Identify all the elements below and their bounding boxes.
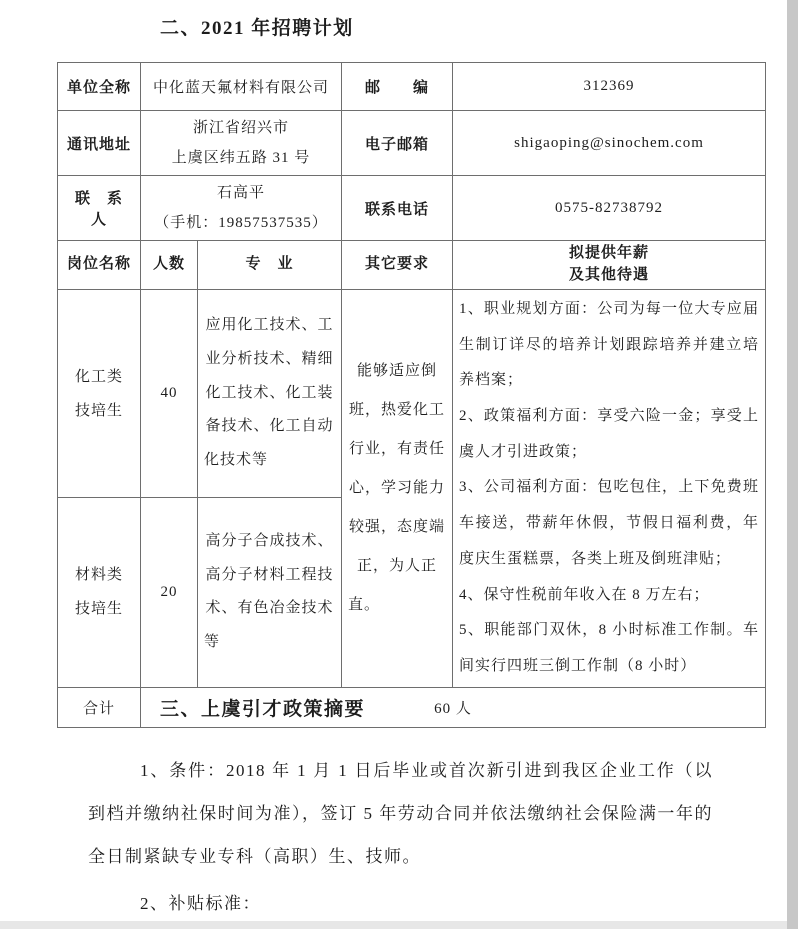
postcode-value: 312369: [453, 63, 766, 111]
benefit-item-3: 3、公司福利方面：包吃包住，上下免费班车接送，带薪年休假，节假日福利费，年度庆生蛋糕票，各类上班及倒班津贴；: [459, 479, 760, 567]
job-name-line-1: 化工类: [74, 368, 123, 385]
table-row-company: [58, 63, 766, 111]
contact-person-label: 联 系 人: [58, 176, 141, 241]
benefit-item-1: 1、职业规划方面：公司为每一位大专应届生制订详尽的培养计划跟踪培养并建立培养档案；: [459, 301, 760, 389]
table-row-address: [58, 111, 766, 176]
header-major: 专 业: [198, 241, 342, 290]
header-position: 岗位名称: [58, 241, 141, 290]
benefit-item-4: 4、保守性税前年收入在 8 万左右；: [459, 586, 710, 603]
address-value: [141, 111, 342, 176]
contact-name: 石高平: [217, 185, 266, 201]
company-name-label: 单位全称: [58, 63, 141, 111]
total-label: 合计: [58, 687, 141, 727]
benefit-item-2: 2、政策福利方面：享受六险一金；享受上虞人才引进政策；: [459, 408, 760, 460]
section-3-title: 三、上虞引才政策摘要: [160, 699, 366, 720]
job-majors-material: 高分子合成技术、高分子材料工程技术、有色冶金技术等: [198, 498, 342, 687]
phone-value: 0575-82738792: [453, 176, 766, 241]
page-edge-right: [787, 0, 798, 929]
company-name-value: 中化蓝天氟材料有限公司: [141, 63, 342, 111]
total-value: 60 人: [141, 687, 766, 727]
table-header-row: [58, 241, 766, 290]
table-row-job-chemical: [58, 290, 766, 498]
header-count: 人数: [141, 241, 198, 290]
salary-benefits-cell: [453, 290, 766, 688]
job-name-chemical: [58, 290, 141, 498]
contact-mobile: （手机：19857537535）: [154, 215, 328, 231]
phone-label: 联系电话: [342, 176, 453, 241]
header-salary-line-2: 及其他待遇: [569, 267, 650, 283]
email-value: shigaoping@sinochem.com: [453, 111, 766, 176]
job-majors-chemical: 应用化工技术、工业分析技术、精细化工技术、化工装备技术、化工自动化技术等: [198, 290, 342, 498]
job-name-material: [58, 498, 141, 687]
job-count-chemical: 40: [141, 290, 198, 498]
job-name-line-1: 材料类: [74, 567, 123, 584]
job-name-line-2: 技培生: [74, 402, 123, 419]
page-edge-bottom: [0, 921, 787, 929]
job-count-material: 20: [141, 498, 198, 687]
policy-paragraph-subsidy: 2、补贴标准：: [140, 894, 261, 913]
address-line-2: 上虞区纬五路 31 号: [171, 150, 311, 166]
job-name-line-2: 技培生: [74, 601, 123, 618]
address-label: 通讯地址: [58, 111, 141, 176]
header-salary-benefits: [453, 241, 766, 290]
policy-paragraph-conditions: 1、条件：2018 年 1 月 1 日后毕业或首次新引进到我区企业工作（以到档并缴纳社保时间为准），签订 5 年劳动合同并依法缴纳社会保险满一年的全日制紧缺专业专科（高职）生、技师。: [88, 761, 713, 866]
header-other-requirements: 其它要求: [342, 241, 453, 290]
other-requirements-cell: 能够适应倒班，热爱化工行业，有责任心，学习能力较强，态度端正，为人正直。: [342, 290, 453, 688]
header-salary-line-1: 拟提供年薪: [569, 245, 650, 262]
postcode-label: 邮 编: [342, 63, 453, 111]
table-row-contact: [58, 176, 766, 241]
section-2-title: 二、2021 年招聘计划: [160, 18, 354, 39]
email-label: 电子邮箱: [342, 111, 453, 176]
contact-person-value: [141, 176, 342, 241]
benefit-item-5: 5、职能部门双休，8 小时标准工作制。车间实行四班三倒工作制（8 小时）: [459, 622, 760, 674]
address-line-1: 浙江省绍兴市: [193, 120, 290, 136]
recruitment-plan-table: [57, 62, 766, 728]
